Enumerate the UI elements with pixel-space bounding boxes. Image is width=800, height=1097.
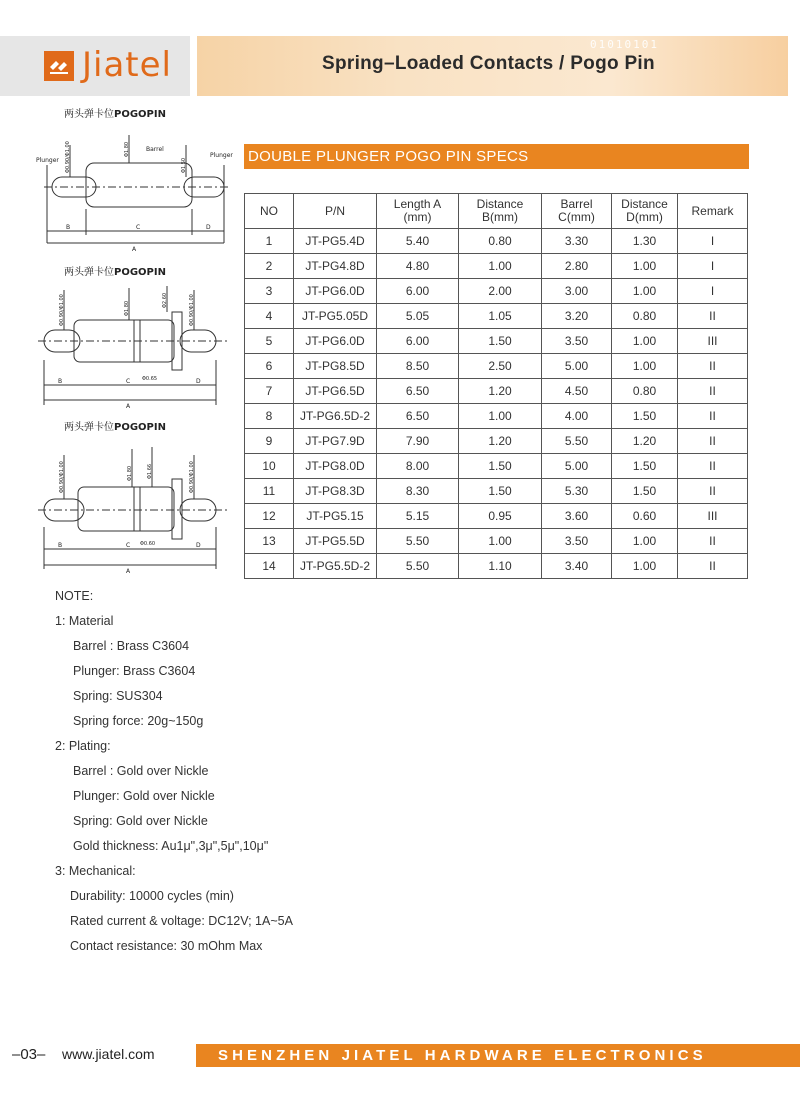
- table-cell: 3.50: [542, 329, 612, 354]
- svg-text:Φ0.65: Φ0.65: [142, 376, 158, 382]
- table-row: [245, 329, 748, 354]
- table-row: [245, 379, 748, 404]
- table-cell: 1.00: [612, 254, 678, 279]
- svg-text:C: C: [126, 378, 131, 385]
- table-cell: 1.20: [459, 379, 542, 404]
- col-header-pn: P/N: [294, 194, 377, 229]
- table-cell: 1.50: [612, 404, 678, 429]
- svg-text:A: A: [126, 568, 131, 575]
- note-line: Barrel : Gold over Nickle: [73, 764, 209, 778]
- table-cell: 1.50: [612, 479, 678, 504]
- col-header-no: NO: [245, 194, 294, 229]
- svg-text:A: A: [132, 246, 137, 253]
- col-header-distance-b: Distance B(mm): [459, 194, 542, 229]
- section-title: DOUBLE PLUNGER POGO PIN SPECS: [248, 148, 529, 165]
- table-cell: II: [678, 404, 748, 429]
- jiatel-logo-icon: [44, 51, 74, 81]
- svg-text:B: B: [58, 378, 63, 385]
- table-cell: 1.50: [459, 329, 542, 354]
- table-cell: 1.00: [612, 279, 678, 304]
- table-cell: 8.00: [377, 454, 459, 479]
- table-cell: 5.00: [542, 454, 612, 479]
- table-cell: II: [678, 379, 748, 404]
- table-cell: III: [678, 504, 748, 529]
- table-cell: JT-PG5.05D: [294, 304, 377, 329]
- drawing-1-label: 两头弹卡位POGOPIN: [64, 109, 166, 120]
- svg-text:Φ1.80: Φ1.80: [127, 465, 133, 481]
- table-cell: 1.30: [612, 229, 678, 254]
- table-row: [245, 504, 748, 529]
- note-line: Plunger: Brass C3604: [73, 664, 196, 678]
- table-cell: 2.50: [459, 354, 542, 379]
- table-cell: 5.15: [377, 504, 459, 529]
- table-cell: 1: [245, 229, 294, 254]
- table-cell: 3: [245, 279, 294, 304]
- table-cell: 6.50: [377, 404, 459, 429]
- callout-plunger-right: Plunger: [210, 152, 233, 159]
- table-cell: JT-PG8.3D: [294, 479, 377, 504]
- table-row: [245, 429, 748, 454]
- table-cell: 1.00: [612, 329, 678, 354]
- table-cell: 4.00: [542, 404, 612, 429]
- table-cell: 8.50: [377, 354, 459, 379]
- table-cell: 3.40: [542, 554, 612, 579]
- svg-text:D: D: [196, 542, 201, 549]
- table-cell: II: [678, 529, 748, 554]
- note-line: Plunger: Gold over Nickle: [73, 789, 215, 803]
- table-cell: 6.50: [377, 379, 459, 404]
- table-cell: JT-PG6.5D: [294, 379, 377, 404]
- callout-plunger-left: Plunger: [36, 157, 59, 164]
- svg-text:C: C: [136, 224, 141, 231]
- table-cell: 10: [245, 454, 294, 479]
- table-cell: JT-PG6.0D: [294, 329, 377, 354]
- drawing-3-pogo-pin: [34, 435, 234, 575]
- svg-text:Φ0.90/Φ1.00: Φ0.90/Φ1.00: [189, 294, 195, 326]
- table-row: [245, 454, 748, 479]
- table-cell: 1.20: [459, 429, 542, 454]
- table-cell: 1.00: [459, 529, 542, 554]
- drawing-2-pogo-pin: [34, 280, 234, 415]
- table-row: [245, 479, 748, 504]
- table-cell: 0.95: [459, 504, 542, 529]
- table-cell: 1.00: [459, 254, 542, 279]
- table-row: [245, 354, 748, 379]
- table-cell: II: [678, 354, 748, 379]
- svg-text:Φ0.90/Φ1.00: Φ0.90/Φ1.00: [59, 461, 65, 493]
- svg-text:Φ1.80: Φ1.80: [124, 141, 130, 157]
- table-cell: 5.30: [542, 479, 612, 504]
- svg-text:Φ1.80: Φ1.80: [124, 300, 130, 316]
- table-cell: 0.80: [459, 229, 542, 254]
- table-cell: 4.80: [377, 254, 459, 279]
- table-cell: I: [678, 254, 748, 279]
- table-cell: 5.50: [542, 429, 612, 454]
- note-line: Spring: SUS304: [73, 689, 163, 703]
- table-row: [245, 554, 748, 579]
- svg-text:B: B: [66, 224, 71, 231]
- table-cell: II: [678, 454, 748, 479]
- page-number: –03–: [12, 1046, 46, 1063]
- note-line: Rated current & voltage: DC12V; 1A~5A: [70, 914, 293, 928]
- table-cell: 6.00: [377, 279, 459, 304]
- table-cell: 4.50: [542, 379, 612, 404]
- table-cell: I: [678, 279, 748, 304]
- table-cell: 5.00: [542, 354, 612, 379]
- note-line: Gold thickness: Au1μ",3μ",5μ",10μ": [73, 839, 269, 853]
- table-header-row: [245, 194, 748, 229]
- table-row: [245, 229, 748, 254]
- note-line: 2: Plating:: [55, 739, 111, 753]
- table-cell: JT-PG7.9D: [294, 429, 377, 454]
- col-header-length-a: Length A (mm): [377, 194, 459, 229]
- table-cell: 5.05: [377, 304, 459, 329]
- table-cell: 0.60: [612, 504, 678, 529]
- brand-name: Jiatel: [82, 45, 173, 85]
- table-cell: 3.50: [542, 529, 612, 554]
- svg-text:Φ2.60: Φ2.60: [162, 292, 168, 308]
- note-line: Spring force: 20g~150g: [73, 714, 204, 728]
- note-line: 3: Mechanical:: [55, 864, 136, 878]
- table-cell: 1.05: [459, 304, 542, 329]
- note-line: Barrel : Brass C3604: [73, 639, 190, 653]
- table-cell: 7: [245, 379, 294, 404]
- table-cell: 3.20: [542, 304, 612, 329]
- table-cell: 1.00: [612, 529, 678, 554]
- table-cell: 1.00: [459, 404, 542, 429]
- company-name: SHENZHEN JIATEL HARDWARE ELECTRONICS: [218, 1047, 707, 1064]
- table-cell: III: [678, 329, 748, 354]
- table-cell: 8.30: [377, 479, 459, 504]
- table-cell: 3.30: [542, 229, 612, 254]
- table-row: [245, 529, 748, 554]
- table-cell: II: [678, 429, 748, 454]
- header-decoration: 01010101: [590, 38, 659, 51]
- table-cell: 0.80: [612, 304, 678, 329]
- svg-text:Φ0.60: Φ0.60: [140, 541, 156, 547]
- table-cell: II: [678, 304, 748, 329]
- table-cell: 6.00: [377, 329, 459, 354]
- drawing-1-pogo-pin: [34, 125, 234, 260]
- table-row: [245, 279, 748, 304]
- note-line: Durability: 10000 cycles (min): [70, 889, 234, 903]
- table-cell: 4: [245, 304, 294, 329]
- table-cell: 2.80: [542, 254, 612, 279]
- table-cell: 1.00: [612, 554, 678, 579]
- svg-text:B: B: [58, 542, 63, 549]
- website-link[interactable]: www.jiatel.com: [62, 1046, 155, 1062]
- svg-text:D: D: [206, 224, 211, 231]
- svg-text:Φ1.66: Φ1.66: [147, 463, 153, 479]
- table-cell: 11: [245, 479, 294, 504]
- table-cell: 1.50: [459, 479, 542, 504]
- table-cell: 1.50: [612, 454, 678, 479]
- table-cell: JT-PG6.5D-2: [294, 404, 377, 429]
- table-row: [245, 404, 748, 429]
- table-cell: 9: [245, 429, 294, 454]
- notes-heading: NOTE:: [55, 589, 94, 603]
- table-cell: JT-PG5.5D-2: [294, 554, 377, 579]
- svg-text:Φ0.90/Φ1.00: Φ0.90/Φ1.00: [59, 294, 65, 326]
- note-line: Contact resistance: 30 mOhm Max: [70, 939, 263, 953]
- table-cell: 6: [245, 354, 294, 379]
- table-row: [245, 304, 748, 329]
- table-cell: JT-PG5.4D: [294, 229, 377, 254]
- col-header-remark: Remark: [678, 194, 748, 229]
- table-cell: I: [678, 229, 748, 254]
- specs-table: [244, 193, 748, 579]
- table-cell: JT-PG6.0D: [294, 279, 377, 304]
- table-cell: 14: [245, 554, 294, 579]
- table-cell: JT-PG8.0D: [294, 454, 377, 479]
- table-cell: 5.50: [377, 554, 459, 579]
- table-cell: 5.40: [377, 229, 459, 254]
- table-cell: II: [678, 479, 748, 504]
- table-cell: 2.00: [459, 279, 542, 304]
- callout-barrel: Barrel: [146, 146, 164, 153]
- svg-text:Φ0.90/Φ1.00: Φ0.90/Φ1.00: [189, 461, 195, 493]
- table-cell: JT-PG5.15: [294, 504, 377, 529]
- page-title: Spring–Loaded Contacts / Pogo Pin: [322, 53, 655, 74]
- drawing-3-label: 两头弹卡位POGOPIN: [64, 422, 166, 433]
- table-cell: 1.00: [612, 354, 678, 379]
- table-cell: 3.60: [542, 504, 612, 529]
- table-cell: 3.00: [542, 279, 612, 304]
- table-cell: 1.50: [459, 454, 542, 479]
- svg-text:D: D: [196, 378, 201, 385]
- table-cell: 8: [245, 404, 294, 429]
- svg-text:C: C: [126, 542, 131, 549]
- note-line: 1: Material: [55, 614, 114, 628]
- svg-text:Φ0.90/Φ1.00: Φ0.90/Φ1.00: [65, 141, 71, 173]
- table-cell: 5.50: [377, 529, 459, 554]
- table-cell: 13: [245, 529, 294, 554]
- col-header-barrel-c: Barrel C(mm): [542, 194, 612, 229]
- table-cell: 1.20: [612, 429, 678, 454]
- table-row: [245, 254, 748, 279]
- table-cell: 2: [245, 254, 294, 279]
- table-cell: 5: [245, 329, 294, 354]
- table-cell: 12: [245, 504, 294, 529]
- table-cell: 0.80: [612, 379, 678, 404]
- table-cell: JT-PG4.8D: [294, 254, 377, 279]
- table-cell: 7.90: [377, 429, 459, 454]
- drawing-2-label: 两头弹卡位POGOPIN: [64, 267, 166, 278]
- col-header-distance-d: Distance D(mm): [612, 194, 678, 229]
- svg-text:A: A: [126, 403, 131, 410]
- table-cell: JT-PG8.5D: [294, 354, 377, 379]
- note-line: Spring: Gold over Nickle: [73, 814, 208, 828]
- table-cell: II: [678, 554, 748, 579]
- table-cell: JT-PG5.5D: [294, 529, 377, 554]
- svg-text:Φ1.50: Φ1.50: [181, 157, 187, 173]
- table-cell: 1.10: [459, 554, 542, 579]
